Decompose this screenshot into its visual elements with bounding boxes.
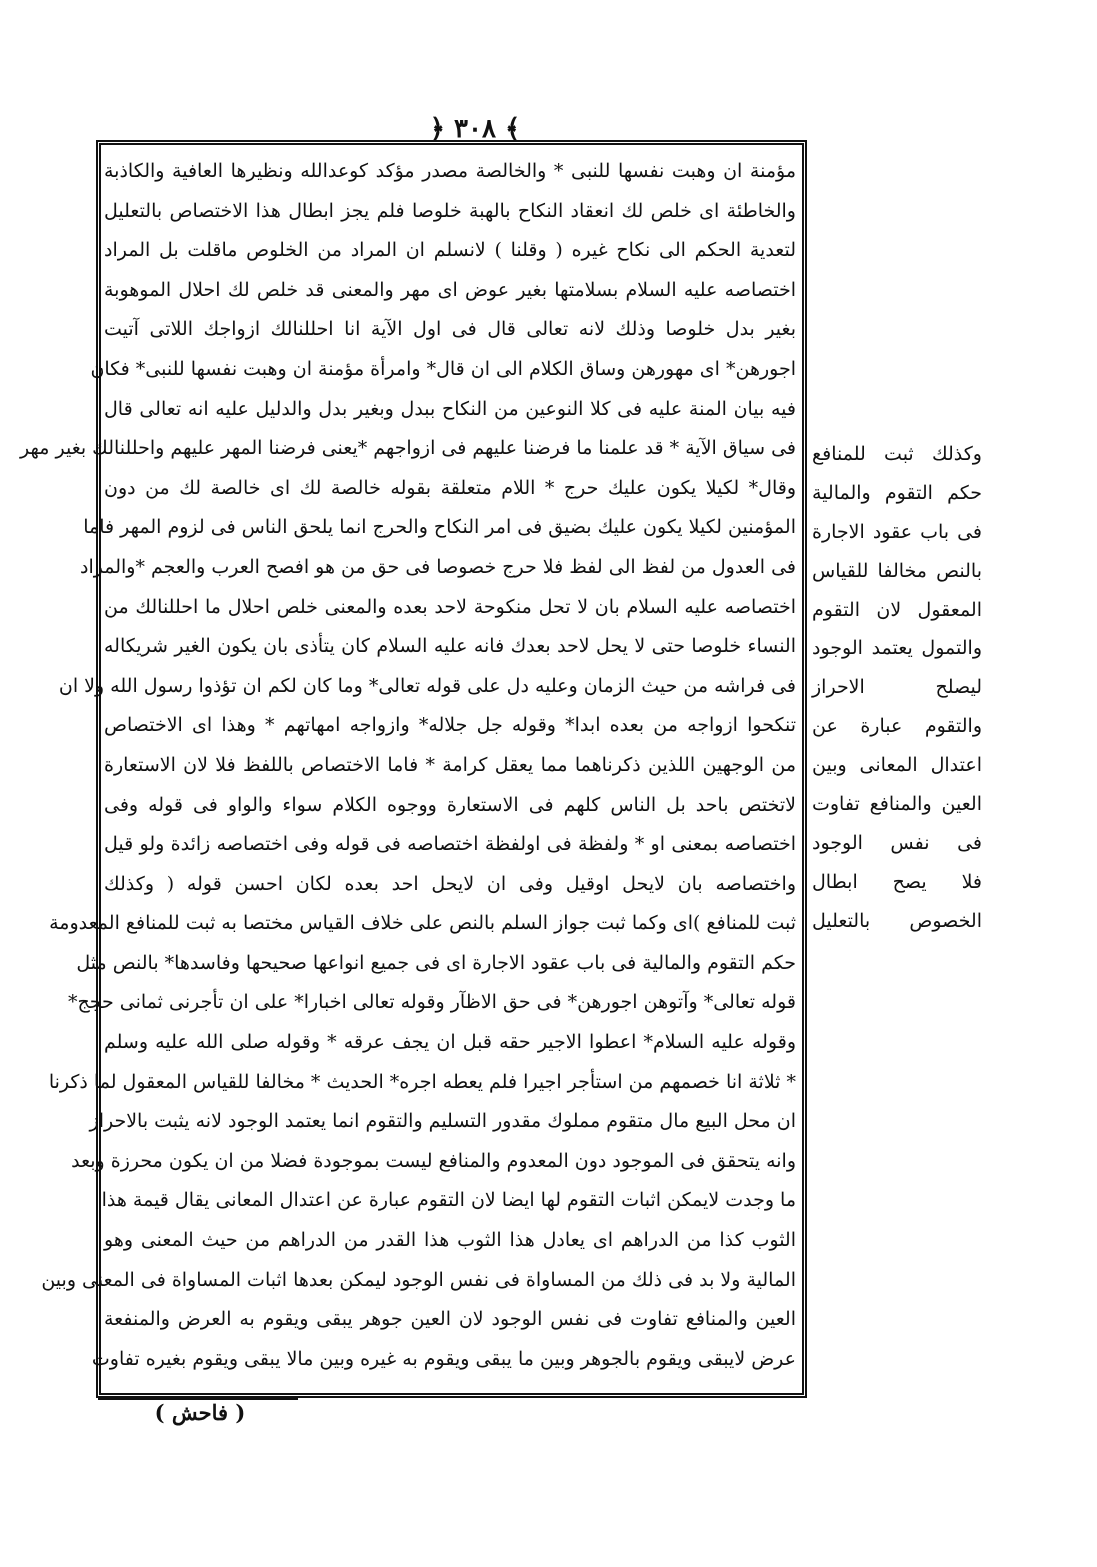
margin-text-line: اعتدال المعانی وبين [812, 754, 982, 777]
margin-text-line: المعقول لان التقوم [812, 598, 982, 621]
main-text-line: قوله تعالی* وآتوهن اجورهن* فی حق الاظآر وقوله تعالی اخبارا* علی ان تأجرنی ثمانی حجج* [67, 991, 796, 1014]
margin-text-line: فی نفس الوجود [812, 831, 982, 854]
margin-text-line: فلا يصح ابطال [812, 870, 982, 893]
main-text-line: فی العدول من لفظ الی لفظ فلا حرج خصوصا فی حق من هو افصح العرب والعجم *والمراد [80, 555, 796, 578]
margin-text-line: العين والمنافع تفاوت [812, 793, 982, 816]
main-text-line: * ثلاثة انا خصمهم من استأجر اجيرا فلم يعطه اجره* الحديث * مخالفا للقياس المعقول لما ذكرنا [48, 1070, 796, 1093]
margin-text-line: الخصوص بالتعليل [812, 909, 982, 932]
main-text-line: مؤمنة ان وهبت نفسها للنبی * والخالصة مصدر مؤكد كوعدالله ونظيرها العافية والكاذبة [104, 160, 796, 182]
margin-text-line: بالنص مخالفا للقياس [812, 559, 982, 582]
main-text-line: لاتختص باحد بل الناس كلهم فی الاستعارة ووجوه الكلام سواء والواو فی قوله وفی [104, 793, 796, 816]
main-text-line: العين والمنافع تفاوت فی نفس الوجود لان العين جوهر يبقی ويقوم به العرض والمنفعة [104, 1308, 796, 1331]
main-text-line: حكم التقوم والمالية فی باب عقود الاجارة ای فی جميع انواعها صحيحها وفاسدها* بالنص مثل [76, 951, 796, 974]
page-number: ﴿ ٣٠٨ ﴾ [429, 114, 521, 144]
main-text-line: الثوب كذا من الدراهم ای يعادل هذا الثوب هذا القدر من الدراهم من حيث المعنی وهو [104, 1229, 796, 1252]
main-text-line: وانه يتحقق فی الموجود دون المعدوم والمنافع ليست بموجودة فضلا من ان يكون محرزة وبعد [71, 1149, 796, 1172]
margin-text-line: ليصلح الاحراز [812, 676, 982, 699]
main-text-line: تنكحوا ازواجه من بعده ابدا* وقوله جل جلاله* وازواجه امهاتهم * وهذا ای الاختصاص [104, 714, 796, 737]
main-text-line: اختصاصه عليه السلام بسلامتها بغير عوض ای مهر والمعنی قد خلص لك احلال الموهوبة [104, 278, 796, 301]
margin-commentary [812, 435, 982, 941]
main-text-line: المؤمنين لكيلا يكون عليك بضيق فی امر النكاح والحرج انما يلحق الناس فی لزوم المهر فاما [83, 516, 796, 539]
margin-text-line: والتمول يعتمد الوجود [812, 637, 982, 660]
main-text-line: لتعدية الحكم الی نكاح غيره ( وقلنا ) لانسلم ان المراد من الخلوص ماقلت بل المراد [104, 239, 796, 262]
margin-text-line: والتقوم عبارة عن [812, 715, 982, 738]
main-text-line: النساء خلوصا حتی لا يحل لاحد بعدك فانه عليه السلام كان يتأذی بان يكون الغير شريكاله [104, 635, 796, 658]
main-text-line: فی سياق الآية * قد علمنا ما فرضنا عليهم فی ازواجهم *يعنی فرضنا المهر عليهم واحللنالك بغير مهر [20, 437, 796, 460]
main-text-line: اجورهن* ای مهورهن وساق الكلام الی ان قال* وامرأة مؤمنة ان وهبت نفسها للنبی* فكان [90, 357, 796, 380]
margin-text-line: فی باب عقود الاجارة [812, 520, 982, 543]
margin-text-line: حكم التقوم والمالية [812, 481, 982, 504]
main-text-line: من الوجهين اللذين ذكرناهما مما يعقل كرامة * فاما الاختصاص باللفظ فلا لان الاستعارة [104, 753, 796, 776]
main-text-line: فيه بيان المنة عليه فی كلا النوعين من النكاح ببدل وبغير بدل والدليل عليه انه تعالی قال [104, 397, 796, 420]
main-text-line: ثبت للمنافع )ای وكما ثبت جواز السلم بالنص علی خلاف القياس مختصا به ثبت للمنافع المعدومة [49, 912, 796, 935]
main-text-line: المالية ولا بد فی ذلك من المساواة فی نفس الوجود ليمكن بعدها اثبات المساواة فی المعنی وبين [41, 1268, 796, 1291]
main-text-line: وقال* لكيلا يكون عليك حرج * اللام متعلقة بقوله خالصة لك ای خالصة لك من دون [104, 476, 796, 499]
main-text-line: فی فراشه من حيث الزمان وعليه دل علی قوله تعالی* وما كان لكم ان تؤذوا رسول الله ولا ان [58, 674, 796, 697]
main-text-line: والخاطئة ای خلص لك انعقاد النكاح بالهبة خلوصا فلم يجز ابطال هذا الاختصاص بالتعليل [104, 199, 796, 222]
main-text-line: اختصاصه بمعنی او * ولفظة فی اولفظة اختصاصه فی قوله وفی اختصاصه زائدة ولو قيل [104, 833, 796, 856]
catchword: ( فاحش ) [154, 1400, 246, 1425]
main-text-line: اختصاصه عليه السلام بان لا تحل منكوحة لاحد بعده والمعنی خلص احلال ما احللنالك من [104, 595, 796, 618]
main-text-line: بغير بدل خلوصا وذلك لانه تعالی قال فی اول الآية انا احللنالك ازواجك اللاتی آتيت [104, 318, 796, 341]
main-text-block [20, 152, 796, 1379]
main-text-line: عرض لايبقی ويقوم بالجوهر وبين ما يبقی ويقوم به غيره وبين مالا يبقی ويقوم بغيره تفاوت [91, 1347, 796, 1370]
margin-text-line: وكذلك ثبت للمنافع [812, 443, 982, 465]
main-text-line: واختصاصه بان لايحل اوقيل وفی ان لايحل احد بعده لكان احسن قوله ( وكذلك [104, 872, 796, 895]
main-text-line: وقوله عليه السلام* اعطوا الاجير حقه قبل ان يجف عرقه * وقوله صلی الله عليه وسلم [104, 1031, 796, 1054]
main-text-line: ان محل البيع مال متقوم مملوك مقدور التسليم والتقوم انما يعتمد الوجود لانه يثبت بالاحراز [89, 1110, 796, 1133]
main-text-line: ما وجدت لايمكن اثبات التقوم لها ايضا لان التقوم عبارة عن اعتدال المعانی يقال قيمة هذا [101, 1189, 796, 1212]
